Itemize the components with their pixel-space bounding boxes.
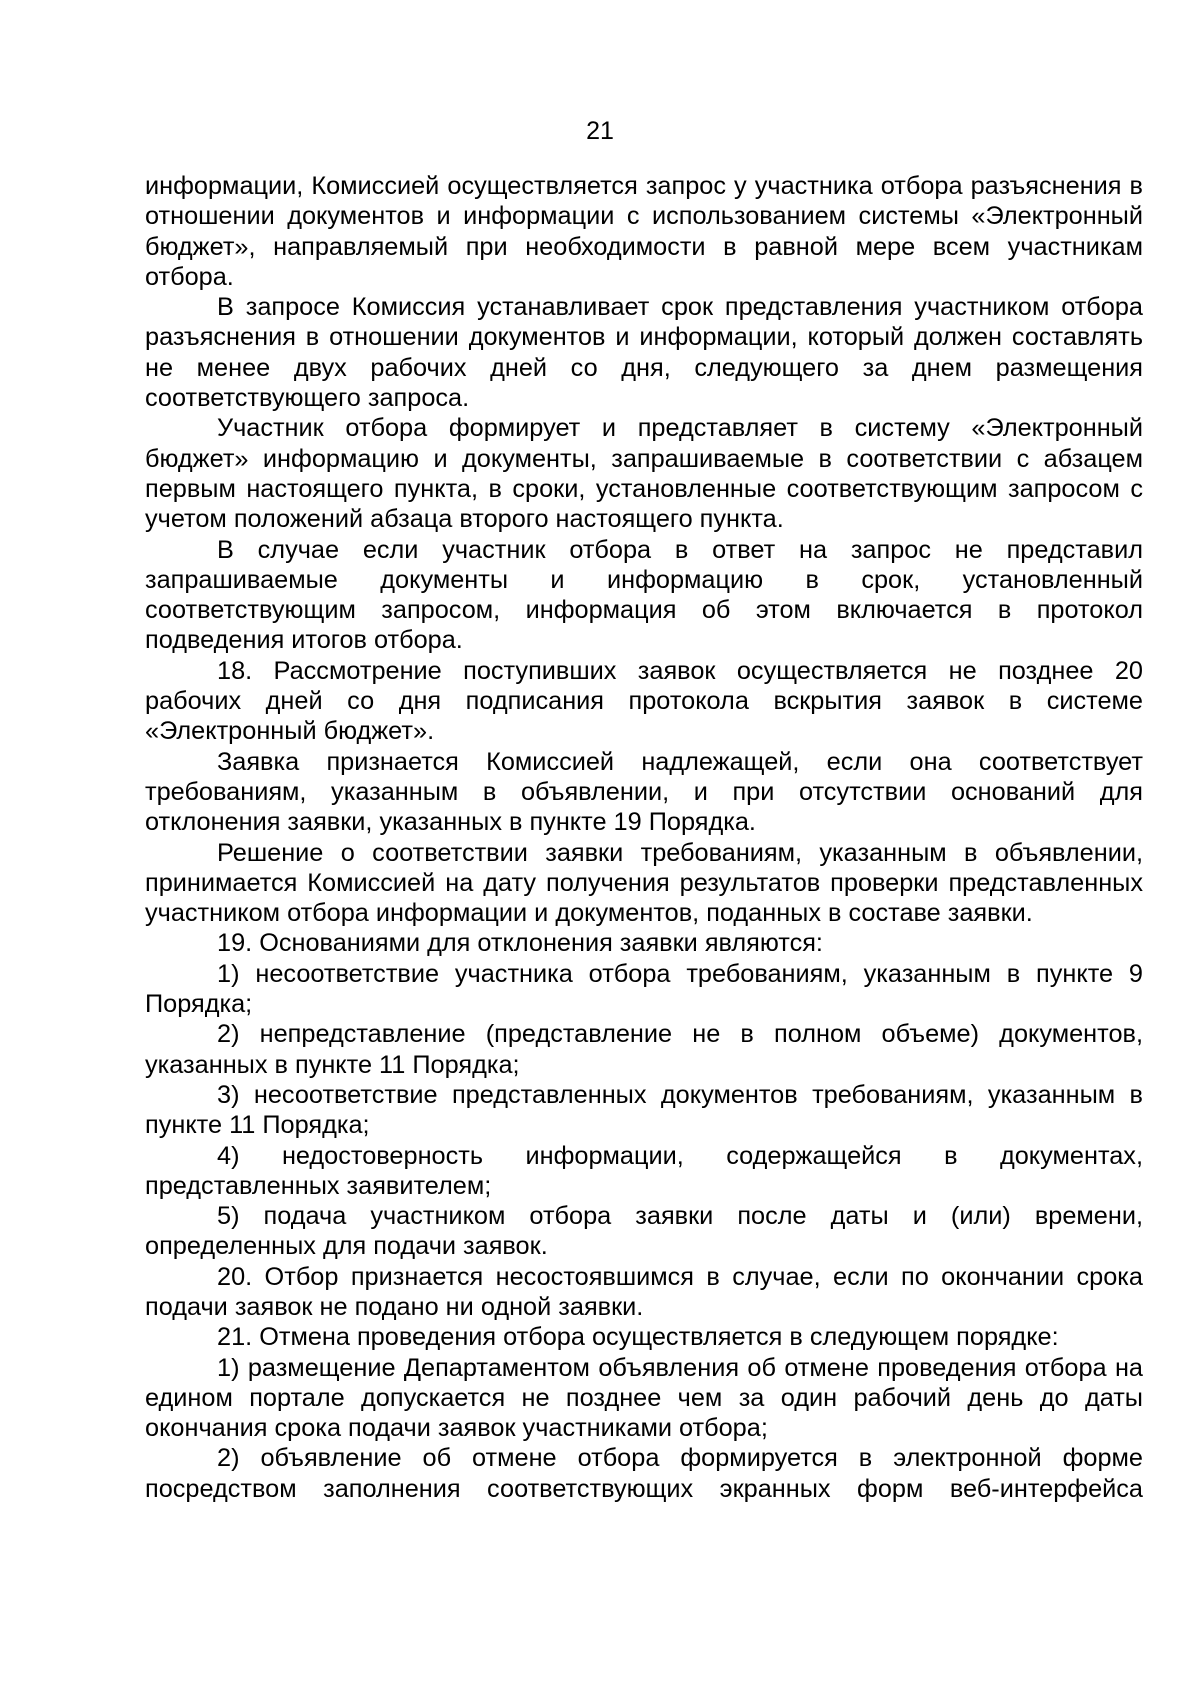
paragraph-item-19: 19. Основаниями для отклонения заявки являются: [217,929,823,958]
list-item: 3) несоответствие представленных документов требованиям, указанным в пункте 11 Порядка; [145,1080,1143,1140]
paragraph: Участник отбора формирует и представляет в систему «Электронный бюджет» информацию и документы, запрашиваемые в соответствии с абзацем первым настоящего пункта, в сроки, установленные соответствующим запросом с учетом положений абзаца второго настоящего пункта. [145,414,1143,534]
page-number: 21 [586,117,614,145]
paragraph: Заявка признается Комиссией надлежащей, если она соответствует требованиям, указанным в объявлении, и при отсутствии оснований для отклонения заявки, указанных в пункте 19 Порядка. [145,747,1143,837]
paragraph: Решение о соответствии заявки требованиям, указанным в объявлении, принимается Комиссией на дату получения результатов проверки представленных участником отбора информации и документов, поданных в составе заявки. [145,838,1143,928]
paragraph-continuation: информации, Комиссией осуществляется запрос у участника отбора разъяснения в отношении документов и информации с использованием системы «Электронный бюджет», направляемый при необходимости в равной мере всем участникам отбора. [145,172,1143,291]
list-item: 2) объявление об отмене отбора формируется в электронной форме посредством заполнения соответствующих экранных форм веб-интерфейса [145,1444,1143,1503]
paragraph: В запросе Комиссия устанавливает срок представления участником отбора разъяснения в отношении документов и информации, который должен составлять не менее двух рабочих дней со дня, следующего за днем размещения соответствующего запроса. [145,293,1143,413]
paragraph-item-21: 21. Отмена проведения отбора осуществляется в следующем порядке: [217,1323,1059,1352]
paragraph-item-18: 18. Рассмотрение поступивших заявок осуществляется не позднее 20 рабочих дней со дня подписания протокола вскрытия заявок в системе «Электронный бюджет». [145,656,1143,746]
list-item: 2) непредставление (представление не в полном объеме) документов, указанных в пункте 11 Порядка; [145,1020,1143,1079]
list-item: 1) несоответствие участника отбора требованиям, указанным в пункте 9 Порядка; [145,959,1143,1019]
list-item: 5) подача участником отбора заявки после даты и (или) времени, определенных для подачи заявок. [145,1202,1143,1261]
list-item: 1) размещение Департаментом объявления об отмене проведения отбора на едином портале допускается не позднее чем за один рабочий день до даты окончания срока подачи заявок участниками отбора; [145,1353,1143,1443]
paragraph-item-20: 20. Отбор признается несостоявшимся в случае, если по окончании срока подачи заявок не подано ни одной заявки. [145,1262,1143,1321]
paragraph: В случае если участник отбора в ответ на запрос не представил запрашиваемые документы и информацию в срок, установленный соответствующим запросом, информация об этом включается в протокол подведения итогов отбора. [145,535,1143,655]
list-item: 4) недостоверность информации, содержащейся в документах, представленных заявителем; [145,1141,1143,1200]
document-body [145,171,1143,1504]
